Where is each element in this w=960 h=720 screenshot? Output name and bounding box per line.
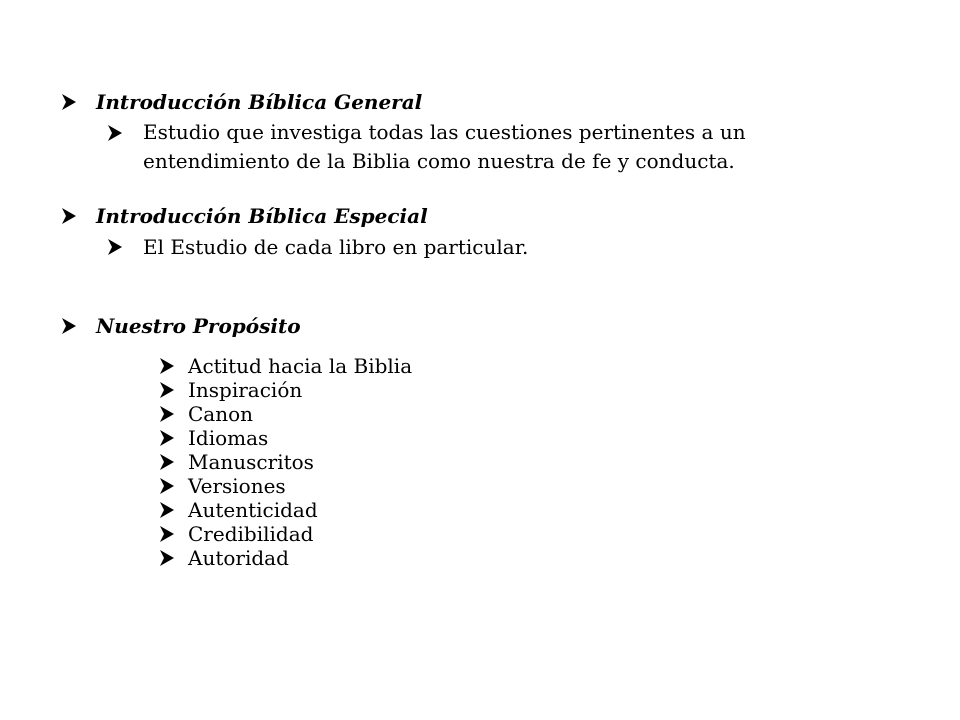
section-heading: Introducción Bíblica General (96, 90, 423, 114)
section-text: El Estudio de cada libro en particular. (143, 235, 529, 259)
section-heading: Introducción Bíblica Especial (96, 204, 428, 228)
list-item (160, 546, 412, 570)
arrow-bullet-icon (160, 382, 174, 398)
list-item-label: Autoridad (188, 546, 289, 570)
section-general-text-row (108, 118, 843, 176)
list-item (160, 402, 412, 426)
arrow-bullet-icon (62, 208, 76, 224)
list-item (160, 354, 412, 378)
list-item-label: Manuscritos (188, 450, 314, 474)
list-item-label: Versiones (188, 474, 286, 498)
list-item-label: Idiomas (188, 426, 269, 450)
list-item-label: Actitud hacia la Biblia (188, 354, 413, 378)
list-item-label: Canon (188, 402, 254, 426)
section-special-text-row (108, 234, 843, 260)
arrow-bullet-icon (108, 125, 122, 141)
list-item (160, 378, 412, 402)
section-general-heading-row (62, 90, 422, 114)
list-item-label: Credibilidad (188, 522, 314, 546)
arrow-bullet-icon (62, 94, 76, 110)
section-purpose-heading-row (62, 314, 301, 338)
purpose-list (160, 354, 412, 570)
list-item (160, 426, 412, 450)
arrow-bullet-icon (160, 550, 174, 566)
arrow-bullet-icon (160, 406, 174, 422)
arrow-bullet-icon (160, 358, 174, 374)
arrow-bullet-icon (160, 526, 174, 542)
arrow-bullet-icon (160, 478, 174, 494)
section-text: Estudio que investiga todas las cuestiones pertinentes a un entendimiento de la Biblia como nuestra de fe y conducta. (143, 120, 746, 173)
list-item (160, 450, 412, 474)
list-item (160, 498, 412, 522)
arrow-bullet-icon (160, 502, 174, 518)
list-item-label: Autenticidad (188, 498, 318, 522)
list-item-label: Inspiración (188, 378, 303, 402)
arrow-bullet-icon (160, 430, 174, 446)
section-special-heading-row (62, 204, 428, 228)
arrow-bullet-icon (160, 454, 174, 470)
arrow-bullet-icon (62, 318, 76, 334)
section-heading: Nuestro Propósito (96, 314, 301, 338)
list-item (160, 522, 412, 546)
arrow-bullet-icon (108, 239, 122, 255)
list-item (160, 474, 412, 498)
